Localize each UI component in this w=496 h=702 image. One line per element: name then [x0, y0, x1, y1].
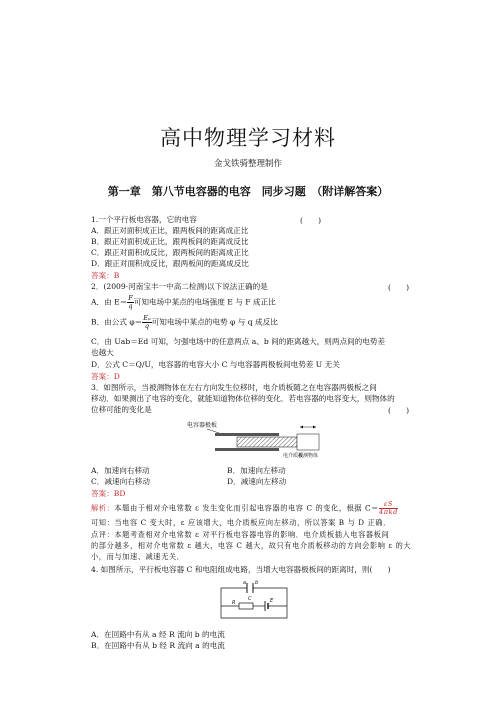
- q3-option-d: D．减速向左移动: [227, 477, 287, 486]
- q3-comment-line3: 小，而与加速、减速无关．: [91, 552, 185, 561]
- capacitor-sensor-figure: [185, 417, 325, 463]
- q4-stem: 4. 如图所示，平行板电容器 C 和电阻组成电路，当增大电容器极板间的距离时，则( ): [91, 565, 391, 574]
- figure-label-dielectric: 电介质板: [283, 453, 304, 459]
- q2-a-denominator: q: [128, 302, 133, 310]
- q3-stem-line3: 位移可能的变化是: [91, 405, 152, 414]
- q3-stem-line1: 3．如图所示，当被测物体在左右方向发生位移时，电介质板随之在电容器两极板之间: [91, 383, 377, 392]
- q4-option-a: A．在回路中有从 a 经 R 流向 b 的电流: [91, 630, 225, 639]
- q2-a-suffix: 可知电场中某点的电场强度 E 与 F 成正比: [133, 297, 276, 307]
- q3-option-a: A．加速向右移动: [91, 466, 150, 475]
- q3-paren: ( ): [388, 406, 410, 415]
- q2-b-fraction: [142, 315, 151, 330]
- q3-comment-line2: 的部分越多，相对介电常数 ε 越大，电容 C 越大，故只有电介质板移动的方向会影响 ε 的大: [91, 541, 412, 550]
- q4-option-b: B．在回路中有从 b 经 R 流向 a 的电流: [91, 641, 225, 650]
- q2-a-prefix: A．由 E＝: [91, 297, 128, 307]
- figure-pointer-line: [207, 429, 219, 433]
- q1-option-a: A．跟正对面积成正比，跟两板间的距离成正比: [91, 226, 249, 235]
- q3-comment-label: 点评：: [91, 530, 115, 539]
- svg-text:b: b: [255, 580, 259, 586]
- q3-analysis: [91, 501, 443, 516]
- svg-text:a: a: [243, 580, 247, 586]
- q3-analysis-formula: [379, 501, 398, 516]
- resistor-symbol: [239, 603, 253, 609]
- q2-answer: 答案：D: [91, 372, 120, 381]
- q1-paren: ( ): [300, 216, 322, 225]
- q2-b-numerator: Eₚ: [143, 314, 151, 322]
- q1-stem: 1.一个平行板电容器，它的电容: [91, 215, 197, 224]
- figure-label-object: 被测物体: [298, 453, 319, 459]
- figure-dielectric-slab: [237, 437, 297, 447]
- q2-option-b: [91, 315, 278, 330]
- q3-analysis-text: 本题由于相对介电常数 ε 发生变化而引起电容器的电容 C 的变化，根据 C＝: [114, 503, 379, 513]
- q2-a-numerator: F: [128, 294, 133, 302]
- q3-answer: 答案：BD: [91, 489, 126, 498]
- q2-stem: 2．(2009·河南宝丰一中高二检测)以下说法正确的是: [91, 282, 268, 291]
- document-title: 高中物理学习材料: [160, 126, 336, 150]
- q2-option-d: D．公式 C＝Q/U，电容器的电容大小 C 与电容器两极板间电势差 U 无关: [91, 360, 340, 369]
- q1-option-c: C．跟正对面积成反比，跟两板间的距离成正比: [91, 248, 249, 257]
- figure-lower-plate: [215, 448, 279, 451]
- q3-analysis-label: 解析：: [91, 503, 115, 513]
- q2-b-denominator: q: [144, 322, 150, 330]
- document-subtitle: 金戈铁骑整理制作: [213, 159, 282, 169]
- q3-analysis-line2: 可知：当电容 C 变大时，ε 应该增大，电介质板应向左移动，所以答案 B 与 D 正确．: [91, 518, 391, 527]
- q1-answer: 答案：B: [91, 271, 120, 280]
- q1-option-b: B．跟正对面积成正比，跟两板间的距离成反比: [91, 237, 249, 246]
- q3-formula-numerator: εS: [379, 501, 398, 509]
- q3-option-b: B．加速向左移动: [227, 466, 286, 475]
- figure-upper-plate: [215, 433, 279, 436]
- q3-formula-denominator: 4πkd: [378, 508, 398, 516]
- figure-measured-object: [297, 434, 319, 450]
- q2-b-prefix: B．由公式 φ＝: [91, 317, 143, 327]
- q2-option-a: [91, 295, 276, 310]
- rc-circuit-figure: [215, 578, 293, 626]
- svg-text:R: R: [232, 600, 236, 606]
- q2-paren: ( ): [388, 283, 410, 292]
- q3-comment-line1: 本题考查相对介电常数 ε 对平行板电容器电容的影响．电介质板插入电容器板间: [114, 530, 390, 539]
- q2-option-c-line1: C．由 Uab＝Ed 可知，匀强电场中的任意两点 a、b 间的距离越大，则两点间的电势差: [91, 337, 386, 346]
- svg-text:C: C: [248, 596, 252, 602]
- q2-option-c-line2: 也越大: [91, 348, 114, 357]
- chapter-title: 第一章 第八节电容器的电容 同步习题 （附详解答案）: [107, 185, 389, 198]
- q3-stem-line2: 移动．如果测出了电容的变化，就能知道物体位移的变化．若电容器的电容变大，则物体的: [91, 394, 395, 403]
- q3-option-c: C．减速向右移动: [91, 477, 150, 486]
- svg-text:E: E: [270, 598, 274, 604]
- q2-b-suffix: 可知电场中某点的电势 φ 与 q 成反比: [151, 317, 278, 327]
- q1-option-d: D．跟正对面积成反比，跟两板间的距离成反比: [91, 259, 249, 268]
- q3-comment: [91, 530, 443, 540]
- figure-label-plate: 电容器极板: [187, 422, 218, 429]
